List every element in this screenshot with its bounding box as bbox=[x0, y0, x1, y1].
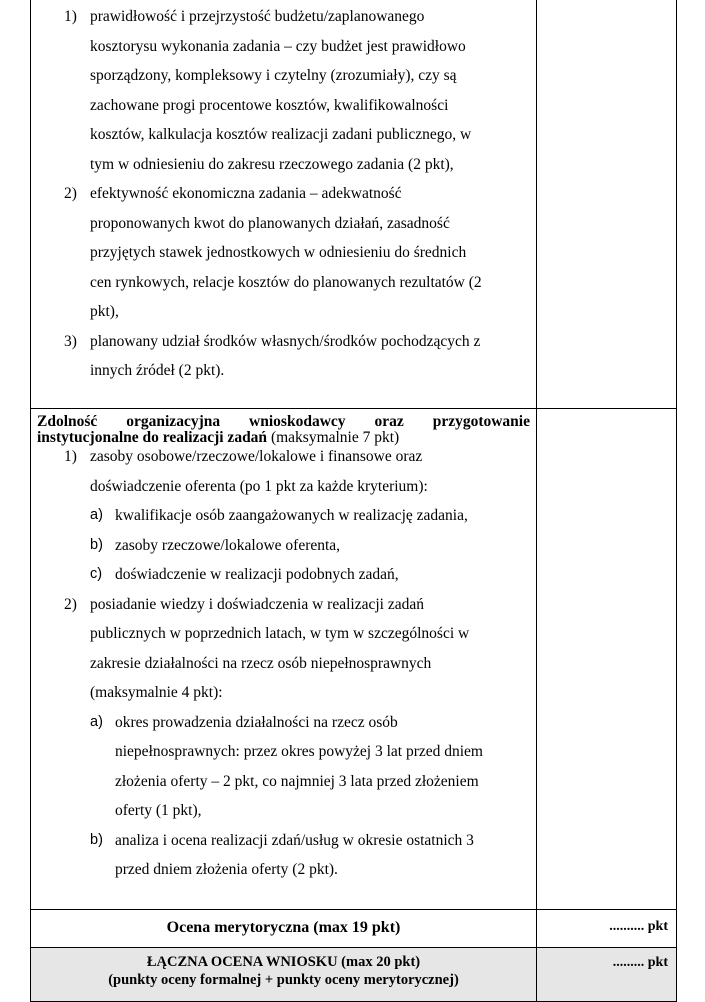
list-item bbox=[64, 2, 528, 179]
total-label: ŁĄCZNA OCENA WNIOSKU (max 20 pkt) bbox=[146, 954, 421, 970]
item-text-line: cen rynkowych, relacje kosztów do planowanych rezultatów (2 bbox=[90, 273, 482, 291]
total-score-row bbox=[31, 948, 677, 1002]
item-text-line: przyjętych stawek jednostkowych w odniesieniu do średnich bbox=[90, 244, 467, 261]
sub-item bbox=[90, 826, 528, 885]
sub-item-text: oferty (1 pkt), bbox=[115, 802, 202, 819]
criteria-row-budget bbox=[31, 0, 677, 409]
item-text-line: zachowane progi procentowe kosztów, kwalifikowalności bbox=[90, 96, 449, 114]
item-text-line: zasoby osobowe/rzeczowe/lokalowe i finansowe oraz bbox=[90, 448, 423, 465]
sub-item-text: analiza i ocena realizacji zdań/usług w okresie ostatnich 3 bbox=[115, 831, 474, 849]
total-points-cell[interactable] bbox=[537, 948, 677, 1002]
sub-item bbox=[90, 531, 528, 561]
item-text-line: zakresie działalności na rzecz osób niepełnosprawnych bbox=[90, 654, 432, 672]
heading-bold: instytucjonalne do realizacji zadań bbox=[37, 429, 268, 446]
section-heading bbox=[37, 409, 530, 446]
merit-points: .......... pkt bbox=[609, 919, 668, 934]
list-item bbox=[64, 442, 528, 501]
sub-item bbox=[90, 708, 528, 826]
sub-item-text: złożenia oferty – 2 pkt, co najmniej 3 lata przed złożeniem bbox=[115, 772, 479, 790]
sub-item-letter: a) bbox=[90, 713, 103, 730]
sub-item-text: kwalifikacje osób zaangażowanych w realizację zadania, bbox=[115, 507, 468, 524]
item-text-line: (maksymalnie 4 pkt): bbox=[90, 684, 223, 701]
merit-label: Ocena merytoryczna (max 19 pkt) bbox=[166, 919, 401, 936]
score-cell[interactable] bbox=[537, 409, 677, 910]
item-number: 2) bbox=[64, 185, 77, 202]
sub-item-letter: b) bbox=[90, 536, 103, 553]
item-text-line: posiadanie wiedzy i doświadczenia w realizacji zadań bbox=[90, 595, 424, 613]
sub-item-text: doświadczenie w realizacji podobnych zadań, bbox=[115, 566, 399, 583]
item-number: 2) bbox=[64, 595, 77, 613]
item-text-line: kosztorysu wykonania zadania – czy budżet jest prawidłowo bbox=[90, 37, 466, 55]
sub-item-letter: a) bbox=[90, 507, 103, 523]
item-number: 1) bbox=[64, 8, 77, 25]
merit-label-cell bbox=[31, 910, 537, 948]
evaluation-table bbox=[30, 0, 677, 1002]
item-text-line: tym w odniesieniu do zakresu rzeczowego zadania (2 pkt), bbox=[90, 155, 454, 173]
list-item bbox=[64, 327, 528, 386]
criteria-cell bbox=[31, 409, 537, 910]
score-cell[interactable] bbox=[537, 0, 677, 409]
criteria-cell bbox=[31, 0, 537, 409]
total-points: ......... pkt bbox=[612, 955, 668, 970]
item-text-line: publicznych w poprzednich latach, w tym w szczególności w bbox=[90, 625, 470, 642]
item-text-line: innych źródeł (2 pkt). bbox=[90, 362, 225, 379]
sub-item-text: niepełnosprawnych: przez okres powyżej 3 lat przed dniem bbox=[115, 743, 483, 760]
sub-item-text: przed dniem złożenia oferty (2 pkt). bbox=[115, 861, 338, 878]
sub-item bbox=[90, 501, 528, 531]
sub-item-text: okres prowadzenia działalności na rzecz osób bbox=[115, 713, 398, 731]
heading-rest: (maksymalnie 7 pkt) bbox=[267, 429, 400, 446]
list-item bbox=[64, 590, 528, 708]
criteria-row-organization bbox=[31, 409, 677, 910]
total-label-cell bbox=[31, 948, 537, 1002]
total-sublabel: (punkty oceny formalnej + punkty oceny merytorycznej) bbox=[108, 972, 459, 988]
item-text-line: planowany udział środków własnych/środków pochodzących z bbox=[90, 332, 481, 350]
merit-points-cell[interactable] bbox=[537, 910, 677, 948]
sub-item bbox=[90, 560, 528, 590]
merit-score-row bbox=[31, 910, 677, 948]
item-text-line: efektywność ekonomiczna zadania – adekwatność bbox=[90, 185, 402, 202]
item-text-line: proponowanych kwot do planowanych działań, zasadność bbox=[90, 214, 450, 232]
item-text-line: pkt), bbox=[90, 303, 119, 320]
list-item bbox=[64, 179, 528, 327]
sub-item-letter: b) bbox=[90, 831, 103, 848]
sub-item-text: zasoby rzeczowe/lokalowe oferenta, bbox=[115, 536, 341, 554]
item-number: 3) bbox=[64, 332, 77, 350]
item-text-line: kosztów, kalkulacja kosztów realizacji zadani publicznego, w bbox=[90, 126, 472, 143]
item-text-line: prawidłowość i przejrzystość budżetu/zaplanowanego bbox=[90, 8, 425, 25]
item-number: 1) bbox=[64, 448, 77, 465]
heading-line: Zdolność organizacyjna wnioskodawcy oraz przygotowanie bbox=[37, 413, 530, 430]
item-text-line: sporządzony, kompleksowy i czytelny (zrozumiały), czy są bbox=[90, 67, 457, 84]
sub-item-letter: c) bbox=[90, 566, 103, 582]
item-text-line: doświadczenie oferenta (po 1 pkt za każde kryterium): bbox=[90, 477, 428, 495]
